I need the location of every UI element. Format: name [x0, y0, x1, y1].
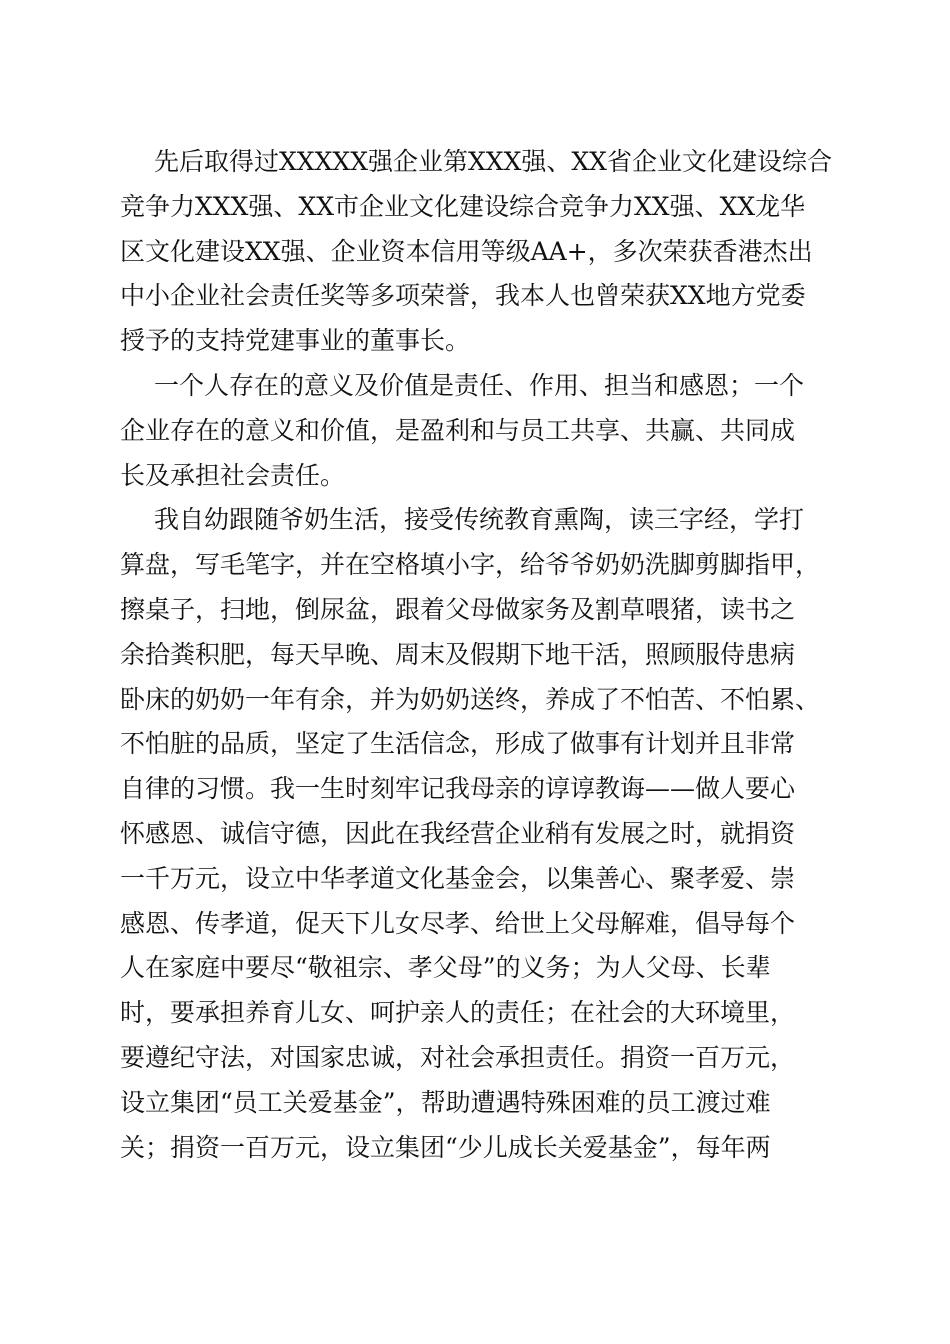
text-line: 长及承担社会责任。 [120, 460, 346, 490]
text-line: 自律的习惯。我一生时刻牢记我母亲的谆谆教诲——做人要心 [120, 774, 796, 804]
text-line: 算盘，写毛笔字，并在空格填小字，给爷爷奶奶洗脚剪脚指甲， [120, 550, 821, 580]
document-body [120, 140, 850, 1170]
text-line: 人在家庭中要尽“敬祖宗、孝父母”的义务；为人父母、长辈 [120, 953, 771, 983]
text-line: 余拾粪积肥，每天早晚、周末及假期下地干活，照顾服侍患病 [120, 639, 796, 669]
text-line: 关；捐资一百万元，设立集团“少儿成长关爱基金”，每年两 [120, 1132, 771, 1162]
text-line: 竞争力XXX强、XX市企业文化建设综合竞争力XX强、XX龙华 [120, 191, 806, 221]
text-line: 卧床的奶奶一年有余，并为奶奶送终，养成了不怕苦、不怕累、 [120, 684, 821, 714]
text-line: 怀感恩、诚信守德，因此在我经营企业稍有发展之时，就捐资 [120, 818, 796, 848]
text-line: 企业存在的意义和价值，是盈利和与员工共享、共赢、共同成 [120, 415, 796, 445]
text-line: 时，要承担养育儿女、呵护亲人的责任；在社会的大环境里， [120, 998, 796, 1028]
text-line: 一个人存在的意义及价值是责任、作用、担当和感恩；一个 [154, 370, 805, 400]
text-line: 中小企业社会责任奖等多项荣誉，我本人也曾荣获XX地方党委 [120, 281, 806, 311]
text-line: 擦桌子，扫地，倒尿盆，跟着父母做家务及割草喂猪，读书之 [120, 594, 796, 624]
paragraph-honors [120, 140, 850, 364]
text-line: 不怕脏的品质，坚定了生活信念，形成了做事有计划并且非常 [120, 729, 796, 759]
text-line: 要遵纪守法，对国家忠诚，对社会承担责任。捐资一百万元， [120, 1042, 796, 1072]
text-line: 我自幼跟随爷奶生活，接受传统教育熏陶，读三字经，学打 [154, 505, 805, 535]
text-line: 感恩、传孝道，促天下儿女尽孝、给世上父母解难，倡导每个 [120, 908, 796, 938]
text-line: 设立集团“员工关爱基金”，帮助遭遇特殊困难的员工渡过难 [120, 1087, 771, 1117]
text-line: 区文化建设XX强、企业资本信用等级AA+，多次荣获香港杰出 [120, 236, 813, 266]
text-line: 一千万元，设立中华孝道文化基金会，以集善心、聚孝爱、崇 [120, 863, 796, 893]
paragraph-upbringing [120, 498, 850, 1170]
text-line: 先后取得过XXXXX强企业第XXX强、XX省企业文化建设综合 [154, 147, 832, 176]
paragraph-meaning-value [120, 364, 850, 498]
text-line: 授予的支持党建事业的董事长。 [120, 326, 471, 356]
